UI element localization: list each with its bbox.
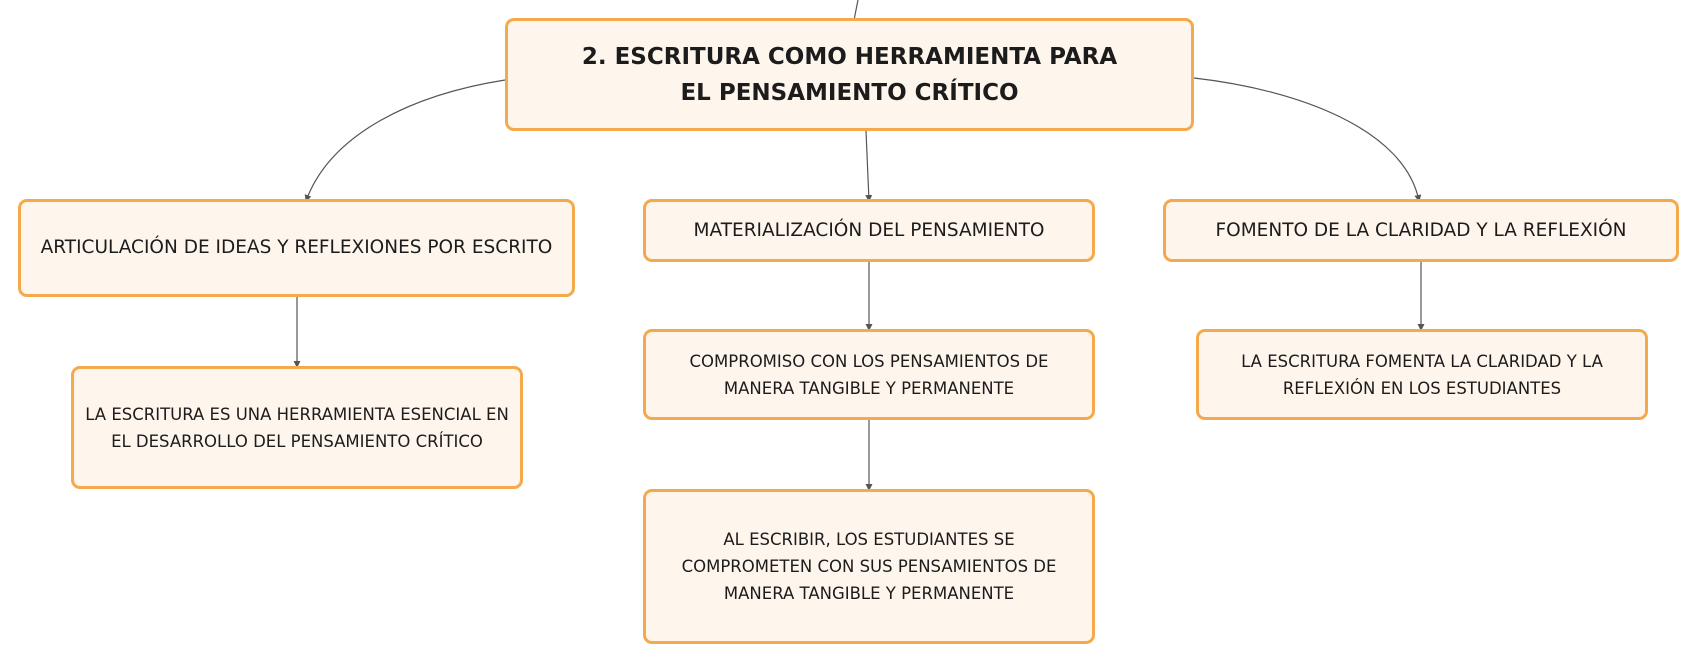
root-label: 2. ESCRITURA COMO HERRAMIENTA PARA EL PENSAMIENTO CRÍTICO (581, 43, 1118, 106)
branch-node-articulacion[interactable] (18, 199, 575, 297)
leaf-label-fomento-1: LA ESCRITURA FOMENTA LA CLARIDAD Y LA REFLEXIÓN EN LOS ESTUDIANTES (1241, 351, 1603, 398)
branch-label-articulacion: ARTICULACIÓN DE IDEAS Y REFLEXIONES POR ESCRITO (40, 237, 553, 258)
connector-root-to-fomento (1194, 78, 1419, 201)
connector-root-to-materializacion (866, 131, 869, 201)
root-node[interactable] (505, 18, 1194, 131)
leaf-node-materializacion-1[interactable] (643, 329, 1095, 420)
leaf-node-articulacion-1[interactable] (71, 366, 523, 489)
branch-label-fomento: FOMENTO DE LA CLARIDAD Y LA REFLEXIÓN (1215, 219, 1627, 241)
leaf-node-materializacion-2[interactable] (643, 489, 1095, 644)
leaf-node-fomento-1[interactable] (1196, 329, 1648, 420)
leaf-label-articulacion-1: LA ESCRITURA ES UNA HERRAMIENTA ESENCIAL EN EL DESARROLLO DEL PENSAMIENTO CRÍTICO (85, 404, 509, 451)
branch-label-materializacion: MATERIALIZACIÓN DEL PENSAMIENTO (693, 219, 1045, 241)
connector-incoming (854, 0, 858, 20)
connector-root-to-articulacion (306, 80, 505, 201)
branch-node-fomento[interactable] (1163, 199, 1679, 262)
leaf-label-materializacion-1: COMPROMISO CON LOS PENSAMIENTOS DE MANERA TANGIBLE Y PERMANENTE (689, 351, 1049, 398)
leaf-label-materializacion-2: AL ESCRIBIR, LOS ESTUDIANTES SE COMPROMETEN CON SUS PENSAMIENTOS DE MANERA TANGIBLE Y PERMANENTE (681, 530, 1057, 603)
branch-node-materializacion[interactable] (643, 199, 1095, 262)
